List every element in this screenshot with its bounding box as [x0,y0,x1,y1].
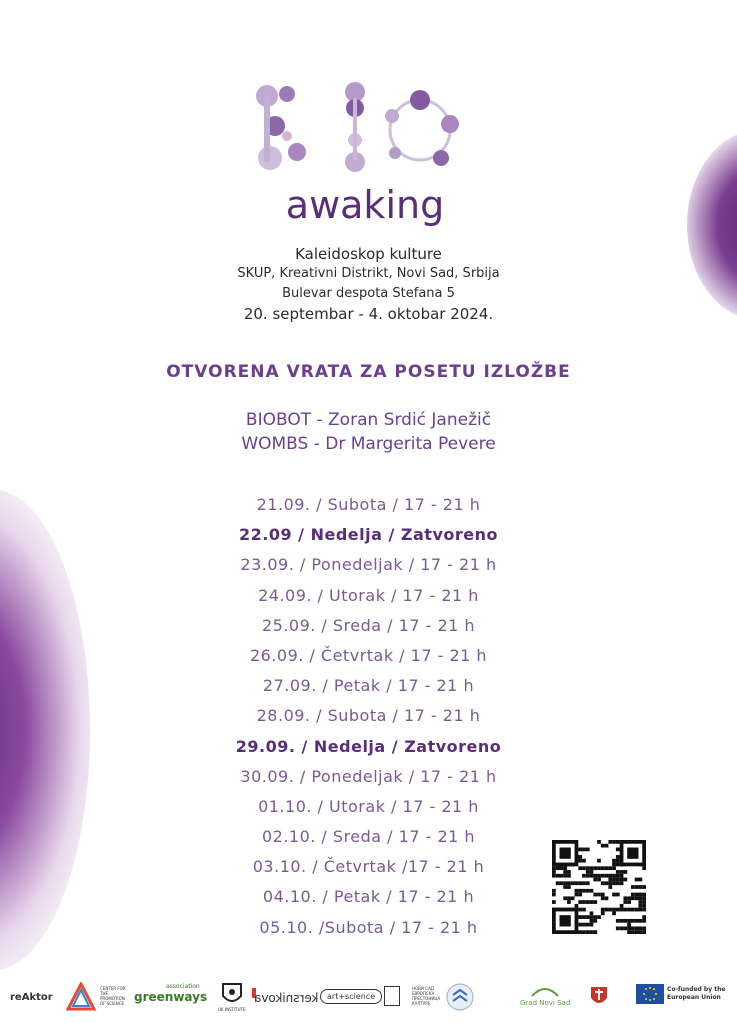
schedule-row: 03.10. / Četvrtak /17 - 21 h [252,857,485,877]
venue-title: Kaleidoskop kulture [295,245,442,263]
schedule-row: 28.09. / Subota / 17 - 21 h [256,706,481,726]
schedule-row: 02.10. / Sreda / 17 - 21 h [261,827,476,847]
schedule-row: 29.09. / Nedelja / Zatvoreno [235,736,502,756]
greenways-small: association [166,983,200,990]
schedule-row: 21.09. / Subota / 17 - 21 h [256,495,481,514]
schedule-row: 30.09. / Ponedeljak / 17 - 21 h [240,766,497,786]
qr-code[interactable] [552,840,646,934]
bio-awaking-logo [245,78,485,228]
schedule-row: 01.10. / Utorak / 17 - 21 h [258,796,479,816]
cps-logo-text: CENTER FOR THE PROMOTION OF SCIENCE [100,986,126,1006]
cps-triangle-icon [66,982,96,1012]
round-emblem-icon [446,983,474,1011]
sponsor-footer [0,980,737,1016]
schedule-row: 23.09. / Ponedeljak / 17 - 21 h [240,555,497,575]
schedule-row: 24.09. / Utorak / 17 - 21 h [258,585,479,605]
grad-novi-sad-icon [530,982,560,1000]
schedule-row: 25.09. / Sreda / 17 - 21 h [261,615,476,635]
grad-novi-sad-text: Grad Novi Sad [520,999,571,1007]
schedule-row: 05.10. /Subota / 17 - 21 h [259,917,478,937]
kersnikova-logo: kersnikova [254,991,319,1005]
greenways-logo: greenways [134,990,208,1004]
eu-cofunded-text: Co-funded by the European Union [667,986,726,1001]
eu-flag-icon [636,984,664,1004]
schedule-row: 22.09 / Nedelja / Zatvoreno [239,525,498,545]
work-biobot: BIOBOT - Zoran Srdić Janežič [245,410,492,430]
venue-address: Bulevar despota Stefana 5 [282,286,455,301]
uk-institute-text: UK INSTITUTE [218,1007,246,1012]
reaktor-logo: reAktor [10,992,53,1003]
uk-institute-shield-icon [221,982,243,1006]
work-wombs: WOMBS - Dr Margerita Pevere [241,434,496,454]
svg-text:awaking: awaking [285,183,445,227]
headline: OTVORENA VRATA ZA POSETU IZLOŽBE [166,362,571,382]
venue-info [0,244,737,324]
serbia-coat-of-arms-icon [590,984,608,1008]
schedule-row: 27.09. / Petak / 17 - 21 h [262,676,475,696]
works-list [0,408,737,456]
fondacija-text: НОВИ САД ЕВРОПСКА ПРЕСТОНИЦА КУЛТУРЕ [412,986,441,1006]
schedule-row: 26.09. / Četvrtak / 17 - 21 h [249,645,488,665]
venue-location: SKUP, Kreativni Distrikt, Novi Sad, Srbija [237,266,500,281]
fondacija-mark [384,986,400,1006]
event-dates: 20. septembar - 4. oktobar 2024. [243,305,494,323]
schedule-row: 04.10. / Petak / 17 - 21 h [262,887,475,907]
art-science-logo: art+science [320,989,382,1004]
